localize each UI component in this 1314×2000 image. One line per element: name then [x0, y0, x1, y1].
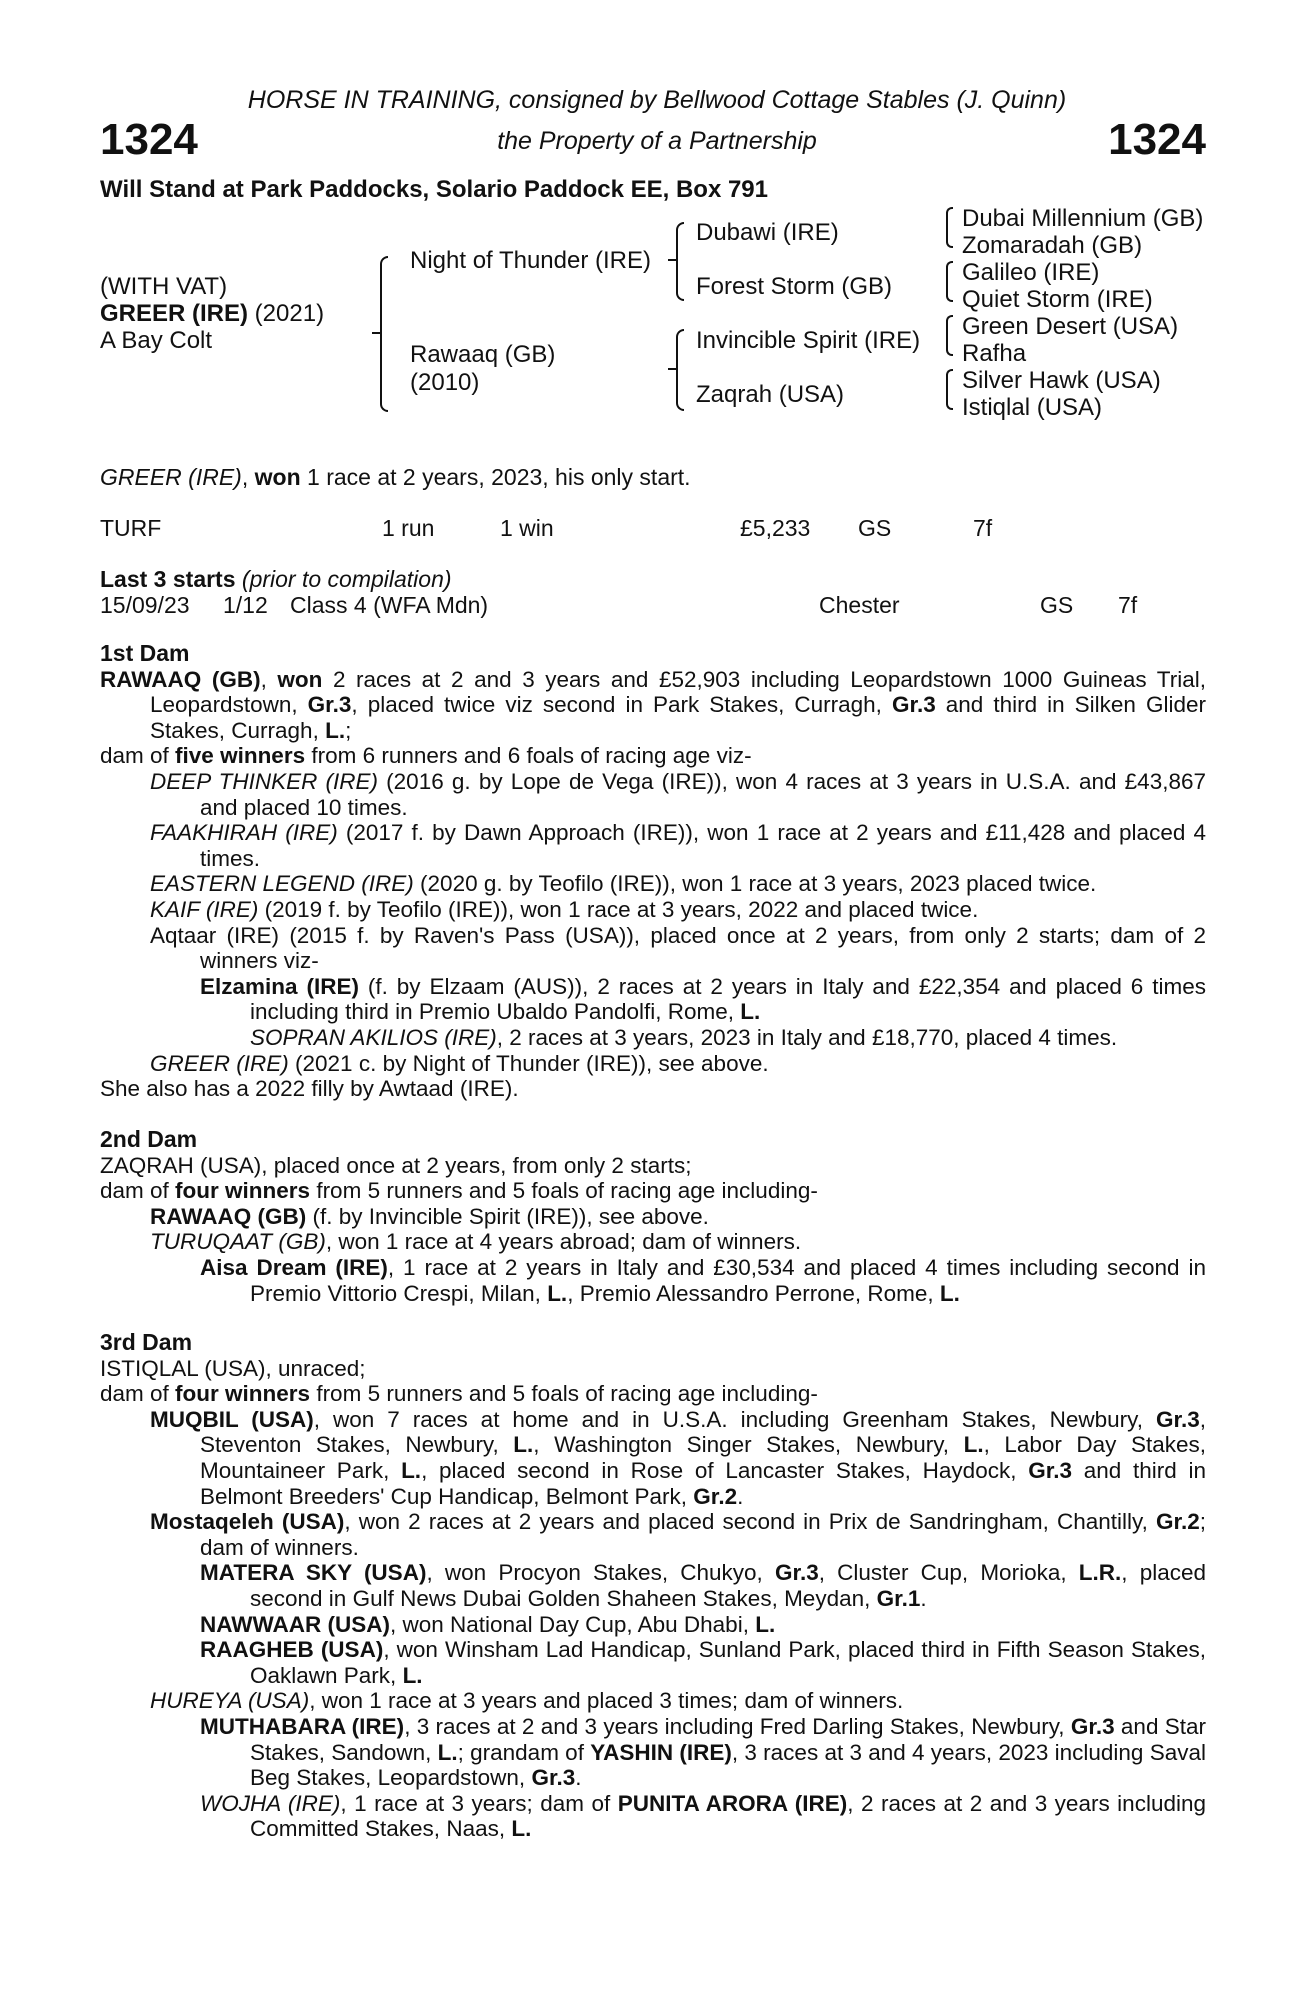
p7-name: SOPRAN AKILIOS (IRE)	[250, 1024, 497, 1050]
p4-name: KAIF (IRE)	[150, 896, 259, 922]
summary-rest: 1 race at 2 years, 2023, his only start.	[300, 464, 691, 490]
produce-muqbil	[100, 1407, 1206, 1509]
lot-number-left: 1324	[100, 115, 198, 164]
race-summary: GREER (IRE), won 1 race at 2 years, 2023, his only start.	[100, 464, 691, 490]
p2-name: FAAKHIRAH (IRE)	[150, 820, 338, 846]
muqbil-g1: Gr.3	[1155, 1406, 1200, 1432]
start-course: Chester	[819, 592, 900, 618]
record-surface: TURF	[100, 515, 162, 541]
wojha-t2: , 2 races at 2 and 3 years including Committed Stakes, Naas,	[250, 1790, 1206, 1842]
muthabara-l: L.	[437, 1739, 458, 1765]
dam1-t4: ;	[345, 717, 352, 743]
matera-name: MATERA SKY (USA)	[200, 1560, 427, 1586]
record-going: GS	[858, 515, 892, 541]
third-dam-section	[100, 1330, 1206, 1842]
record-prize: £5,233	[740, 515, 811, 541]
produce-matera-sky	[100, 1560, 1206, 1611]
d2p3-l2: L.	[939, 1280, 960, 1306]
gen4-5: Green Desert (USA)	[962, 313, 1179, 340]
raagheb-l: L.	[402, 1662, 423, 1688]
horse-name: GREER (IRE)	[100, 300, 249, 327]
summary-horse: GREER (IRE)	[100, 464, 242, 490]
first-dam-record: RAWAAQ (GB), won 2 races at 2 and 3 years and £52,903 including Leopardstown 1000 Guineas Trial, Leopardstown, Gr.3, placed twice viz second in Park Stakes, Curragh, Gr.3 and third in Silken Glider Stakes, Curragh, L.;	[100, 666, 1206, 743]
muqbil-t6: and third in Belmont Breeders' Cup Handicap, Belmont Park,	[200, 1457, 1206, 1509]
produce-turuqaat	[100, 1229, 1206, 1255]
gen4-6: Rafha	[962, 340, 1027, 367]
muqbil-l3: L.	[401, 1457, 422, 1483]
dam1-g1: Gr.3	[307, 692, 352, 718]
raagheb-t1: , won Winsham Lad Handicap, Sunland Park, placed third in Fifth Season Stakes, Oaklawn Park,	[250, 1637, 1206, 1688]
record-wins: 1 win	[500, 515, 554, 541]
d2p2-name: TURUQAAT (GB)	[150, 1229, 326, 1255]
p3-text: (2020 g. by Teofilo (IRE)), won 1 race at 3 years, 2023 placed twice.	[413, 871, 1097, 897]
start-going: GS	[1040, 592, 1074, 618]
brace-l3-1	[946, 207, 953, 248]
p4-text: (2019 f. by Teofilo (IRE)), won 1 race at 3 years, 2022 and placed twice.	[258, 896, 979, 922]
d2p3-t2: , Premio Alessandro Perrone, Rome,	[567, 1280, 940, 1306]
produce-aqtaar: Aqtaar (IRE) (2015 f. by Raven's Pass (USA)), placed once at 2 years, from only 2 starts; dam of 2 winners viz-	[150, 922, 1206, 974]
first-dam-section	[100, 641, 1206, 1102]
muqbil-l2: L.	[963, 1432, 984, 1458]
muqbil-l1: L.	[513, 1432, 534, 1458]
muthabara-t5: .	[575, 1765, 582, 1791]
dam1-l1: L.	[325, 717, 346, 743]
muqbil-t1: , won 7 races at home and in U.S.A. including Greenham Stakes, Newbury,	[313, 1406, 1156, 1432]
matera-t4: .	[920, 1585, 927, 1611]
third-dam-produce-intro	[100, 1381, 1206, 1407]
second-dam-section	[100, 1127, 1206, 1306]
muqbil-t7: .	[737, 1483, 744, 1509]
lot-number-right: 1324	[1108, 115, 1206, 164]
produce-deep-thinker	[100, 769, 1206, 820]
start-position: 1/12	[223, 592, 268, 618]
last-starts-heading	[100, 566, 452, 593]
matera-t3: , placed second in Gulf News Dubai Golden Shaheen Stakes, Meydan,	[250, 1560, 1207, 1611]
brace-l3-2	[946, 261, 953, 302]
nawwaar-name: NAWWAAR (USA)	[200, 1611, 390, 1637]
brace-l2-dam	[676, 329, 684, 411]
dam3-damof-bold: four winners	[175, 1381, 311, 1407]
p2-text: (2017 f. by Dawn Approach (IRE)), won 1 race at 2 years and £11,428 and placed 4 times.	[200, 820, 1206, 871]
d2p3-name: Aisa Dream (IRE)	[200, 1254, 388, 1280]
last-starts-note: (prior to compilation)	[235, 566, 452, 592]
summary-won: won	[254, 464, 301, 490]
start-race: Class 4 (WFA Mdn)	[290, 592, 489, 618]
sire: Night of Thunder (IRE)	[410, 247, 651, 274]
dam1-damof-bold: five winners	[175, 743, 306, 769]
produce-faakhirah	[100, 820, 1206, 871]
record-distance: 7f	[973, 515, 993, 541]
muthabara-t3: ; grandam of	[457, 1739, 591, 1765]
produce-nawwaar	[100, 1612, 1206, 1638]
yashin-name: YASHIN (IRE)	[590, 1739, 732, 1765]
third-dam-title: 3rd Dam	[100, 1329, 193, 1355]
d2p1-name: RAWAAQ (GB)	[150, 1203, 307, 1229]
gen4-1: Dubai Millennium (GB)	[962, 205, 1204, 232]
hureya-t1: , won 1 race at 3 years and placed 3 times; dam of winners.	[309, 1688, 904, 1714]
gen4-2: Zomaradah (GB)	[962, 232, 1143, 259]
punita-name: PUNITA ARORA (IRE)	[617, 1790, 848, 1816]
brace-l2-sire-point	[668, 259, 676, 261]
matera-t2: , Cluster Cup, Morioka,	[818, 1560, 1079, 1586]
p3-name: EASTERN LEGEND (IRE)	[150, 871, 414, 897]
mostaqeleh-g1: Gr.2	[1155, 1509, 1200, 1535]
produce-greer	[100, 1051, 1206, 1077]
p1-text: (2016 g. by Lope de Vega (IRE)), won 4 races at 3 years in U.S.A. and £43,867 and placed 10 times.	[200, 768, 1206, 820]
produce-rawaaq	[100, 1204, 1206, 1230]
p6-name: Elzamina (IRE)	[200, 973, 359, 999]
produce-mostaqeleh	[100, 1509, 1206, 1560]
start-distance: 7f	[1118, 592, 1138, 618]
wojha-t1: , 1 race at 3 years; dam of	[340, 1790, 618, 1816]
muqbil-name: MUQBIL (USA)	[150, 1406, 314, 1432]
brace-l2-dam-point	[668, 368, 676, 370]
dam1-damof-post: from 6 runners and 6 foals of racing age viz-	[305, 743, 752, 769]
muqbil-t5: , placed second in Rose of Lancaster Stakes, Haydock,	[421, 1457, 1029, 1483]
dam1-damof-pre: dam of	[100, 743, 176, 769]
property-line: the Property of a Partnership	[497, 127, 817, 155]
muqbil-t2: , Steventon Stakes, Newbury,	[200, 1406, 1206, 1458]
d2p1-text: (f. by Invincible Spirit (IRE)), see above.	[306, 1203, 709, 1229]
second-dam-record: ZAQRAH (USA), placed once at 2 years, from only 2 starts;	[100, 1152, 692, 1178]
gen3-dam-dam: Zaqrah (USA)	[696, 381, 845, 408]
muthabara-g1: Gr.3	[1070, 1713, 1115, 1739]
mostaqeleh-t1: , won 2 races at 2 years and placed second in Prix de Sandringham, Chantilly,	[344, 1509, 1156, 1535]
produce-wojha	[100, 1791, 1206, 1842]
produce-elzamina	[100, 974, 1206, 1025]
muqbil-g2: Gr.3	[1028, 1457, 1072, 1483]
p8-text: (2021 c. by Night of Thunder (IRE)), see above.	[288, 1050, 769, 1076]
gen4-8: Istiqlal (USA)	[962, 394, 1103, 421]
third-dam-record: ISTIQLAL (USA), unraced;	[100, 1355, 366, 1381]
dam1-won: won	[277, 666, 323, 692]
brace-l3-4	[946, 369, 953, 410]
last-starts-title: Last 3 starts	[100, 566, 236, 592]
horse-title	[100, 300, 324, 328]
produce-kaif	[100, 897, 1206, 923]
brace-l1	[380, 256, 388, 412]
gen3-sire-dam: Forest Storm (GB)	[696, 273, 893, 300]
hureya-name: HUREYA (USA)	[150, 1688, 310, 1714]
start-date: 15/09/23	[100, 592, 190, 618]
matera-g2: Gr.1	[876, 1585, 921, 1611]
muthabara-name: MUTHABARA (IRE)	[200, 1713, 405, 1739]
muthabara-g2: Gr.3	[531, 1765, 576, 1791]
muthabara-t4: , 3 races at 3 and 4 years, 2023 including Saval Beg Stakes, Leopardstown,	[250, 1739, 1206, 1791]
muthabara-t1: , 3 races at 2 and 3 years including Fred Darling Stakes, Newbury,	[404, 1713, 1071, 1739]
p1-name: DEEP THINKER (IRE)	[150, 768, 379, 794]
mostaqeleh-name: Mostaqeleh (USA)	[150, 1509, 345, 1535]
dam1-g2: Gr.3	[891, 692, 936, 718]
dam3-damof-post: from 5 runners and 5 foals of racing age including-	[310, 1381, 818, 1407]
gen3-dam-sire: Invincible Spirit (IRE)	[696, 327, 921, 354]
gen4-4: Quiet Storm (IRE)	[962, 286, 1153, 313]
gen4-3: Galileo (IRE)	[962, 259, 1100, 286]
second-dam-title: 2nd Dam	[100, 1126, 198, 1152]
dam1-t1: 2 races at 2 and 3 years and £52,903 including Leopardstown 1000 Guineas Trial, Leopardstown,	[150, 666, 1206, 718]
stand-location: Will Stand at Park Paddocks, Solario Paddock EE, Box 791	[100, 176, 769, 203]
dam3-damof-pre: dam of	[100, 1381, 176, 1407]
dam2-damof-post: from 5 runners and 5 foals of racing age including-	[310, 1178, 818, 1204]
wojha-l: L.	[511, 1816, 532, 1842]
brace-l2-sire	[676, 222, 684, 301]
p6-text: (f. by Elzaam (AUS)), 2 races at 2 years in Italy and £22,354 and placed 6 times including third in Premio Ubaldo Pandolfi, Rome,	[250, 973, 1206, 1025]
matera-lr: L.R.	[1078, 1560, 1122, 1586]
consignor-line: HORSE IN TRAINING, consigned by Bellwood Cottage Stables (J. Quinn)	[247, 86, 1067, 114]
nawwaar-l: L.	[755, 1611, 776, 1637]
d2p3-text: , 1 race at 2 years in Italy and £30,534 and placed 4 times including second in Premio Vittorio Crespi, Milan,	[250, 1254, 1206, 1306]
gen3-sire-sire: Dubawi (IRE)	[696, 219, 839, 246]
produce-2022-filly: She also has a 2022 filly by Awtaad (IRE).	[100, 1076, 519, 1102]
first-dam-title: 1st Dam	[100, 640, 190, 666]
mostaqeleh-t2: ; dam of winners.	[200, 1509, 1207, 1560]
horse-description: A Bay Colt	[100, 327, 213, 354]
d2p2-text: , won 1 race at 4 years abroad; dam of winners.	[325, 1229, 802, 1255]
p7-text: , 2 races at 3 years, 2023 in Italy and £18,770, placed 4 times.	[496, 1024, 1118, 1050]
dam1-t2: , placed twice viz second in Park Stakes, Curragh,	[351, 692, 892, 718]
produce-hureya	[100, 1688, 1206, 1714]
dam-year: (2010)	[410, 369, 480, 396]
muqbil-t3: , Washington Singer Stakes, Newbury,	[533, 1432, 964, 1458]
wojha-name: WOJHA (IRE)	[200, 1790, 341, 1816]
p6-l: L.	[740, 999, 761, 1025]
nawwaar-t1: , won National Day Cup, Abu Dhabi,	[389, 1611, 756, 1637]
dam: Rawaaq (GB)	[410, 341, 556, 368]
horse-year: (2021)	[248, 300, 325, 327]
gen4-7: Silver Hawk (USA)	[962, 367, 1161, 394]
dam2-damof-bold: four winners	[175, 1178, 311, 1204]
matera-g1: Gr.3	[774, 1560, 819, 1586]
d2p3-l1: L.	[547, 1280, 568, 1306]
produce-eastern-legend	[100, 871, 1206, 897]
vat-note: (WITH VAT)	[100, 273, 228, 300]
second-dam-produce-intro	[100, 1178, 1206, 1204]
produce-raagheb	[100, 1637, 1206, 1688]
muqbil-g3: Gr.2	[693, 1483, 738, 1509]
dam1-t3: and third in Silken Glider Stakes, Curragh,	[150, 692, 1206, 743]
first-dam-produce-intro	[100, 743, 1206, 769]
dam2-damof-pre: dam of	[100, 1178, 176, 1204]
muthabara-t2: and Star Stakes, Sandown,	[250, 1713, 1207, 1765]
record-runs: 1 run	[382, 515, 435, 541]
raagheb-name: RAAGHEB (USA)	[200, 1637, 384, 1663]
dam1-name: RAWAAQ (GB)	[100, 666, 261, 692]
muqbil-t4: , Labor Day Stakes, Mountaineer Park,	[200, 1432, 1206, 1483]
matera-t1: , won Procyon Stakes, Chukyo,	[426, 1560, 775, 1586]
produce-muthabara	[100, 1714, 1206, 1791]
produce-aisa-dream	[100, 1255, 1206, 1306]
brace-l1-point	[372, 332, 380, 334]
brace-l3-3	[946, 315, 953, 356]
produce-sopran-akilios	[100, 1025, 1206, 1051]
p8-name: GREER (IRE)	[150, 1050, 289, 1076]
